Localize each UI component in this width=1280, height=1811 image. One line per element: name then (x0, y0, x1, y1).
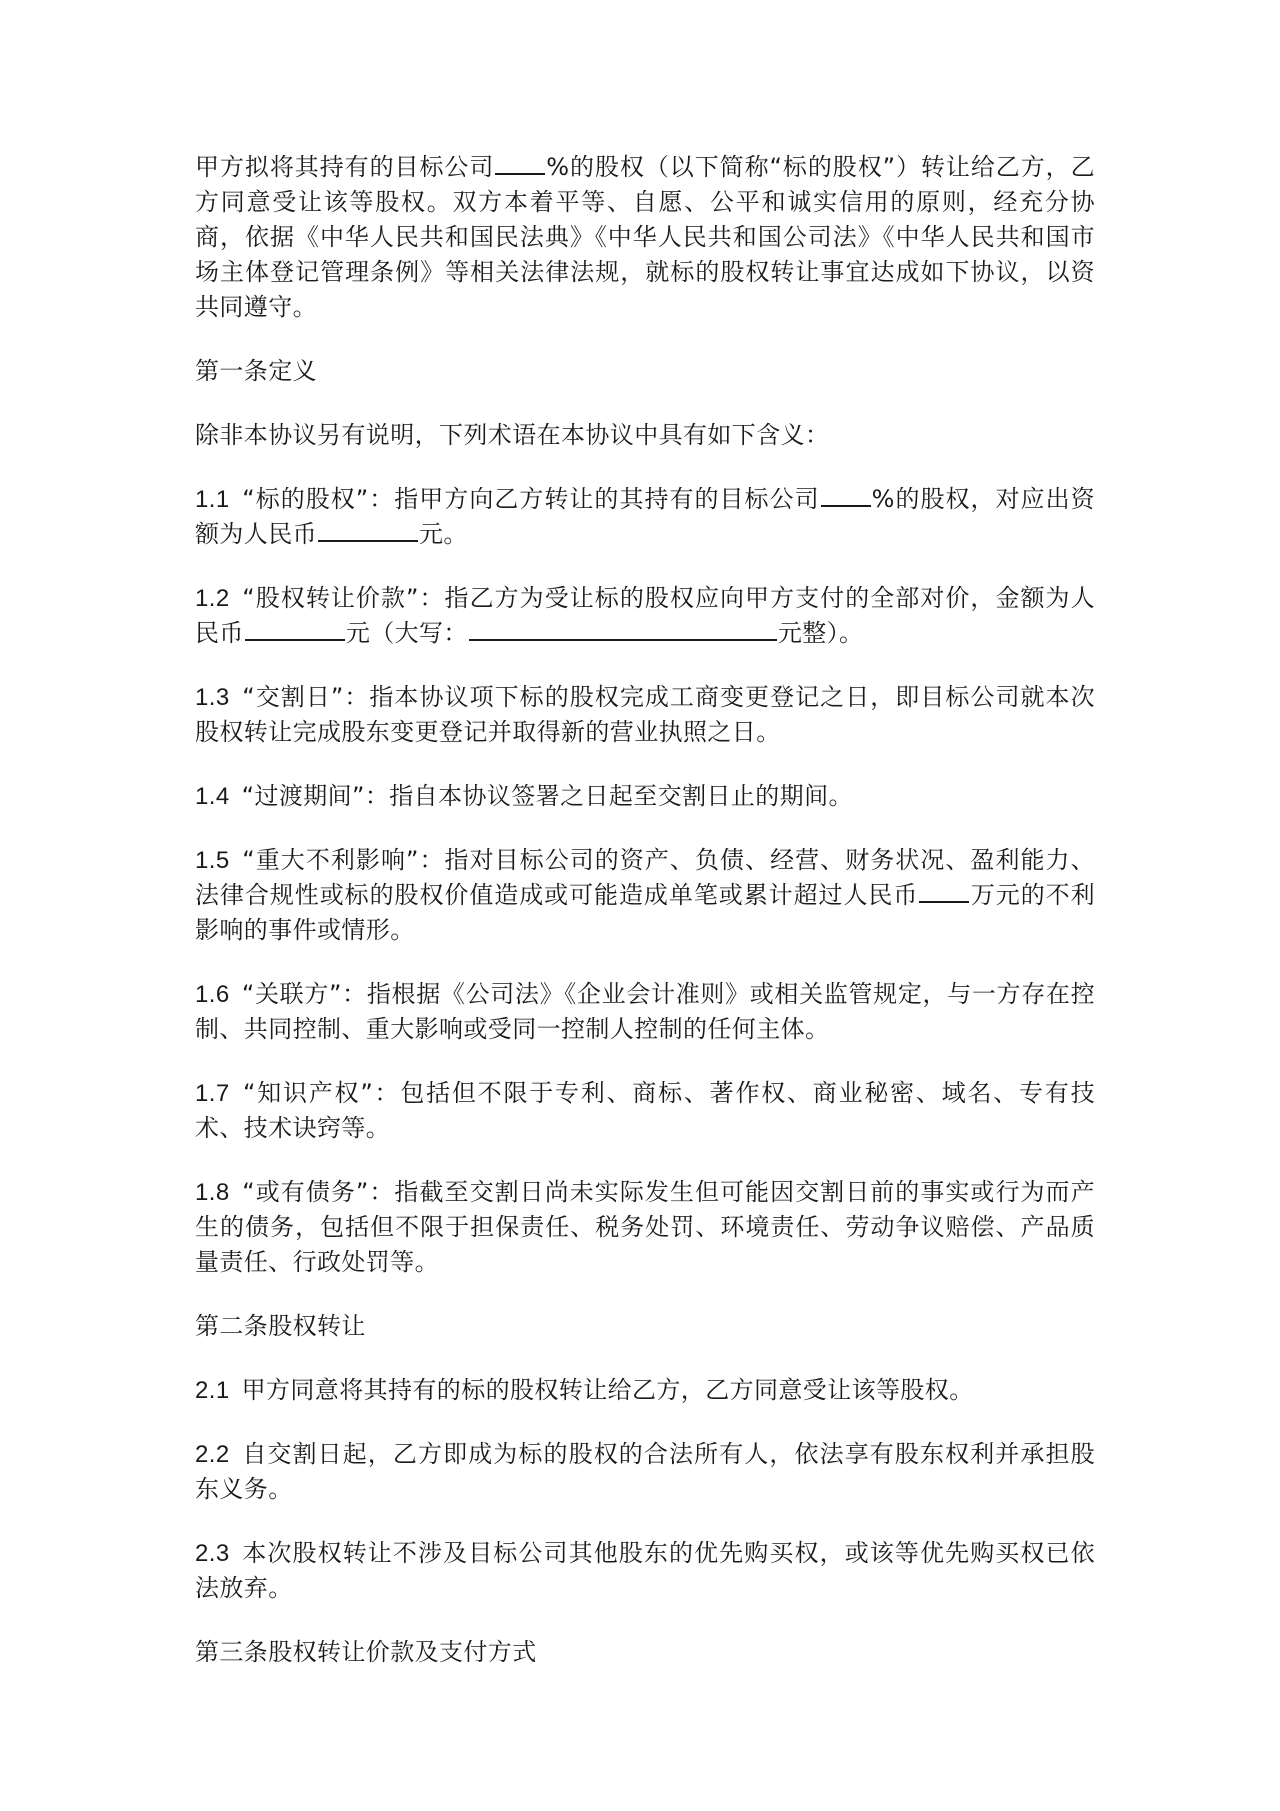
blank-equity-percent (495, 151, 545, 175)
intro-text-1: 甲方拟将其持有的目标公司 (195, 153, 495, 181)
clause-text: 甲方同意将其持有的标的股权转让给乙方，乙方同意受让该等股权。 (241, 1376, 974, 1404)
clause-number: 2.2 (195, 1441, 230, 1468)
intro-paragraph (195, 150, 1095, 325)
clause-number: 2.3 (195, 1540, 230, 1567)
clause-text: 元整）。 (777, 619, 864, 647)
clause-number: 1.7 (195, 1080, 230, 1107)
clause-2-1 (195, 1373, 1095, 1408)
blank-amount (318, 518, 418, 542)
blank-amount (245, 617, 345, 641)
clause-number: 2.1 (195, 1377, 230, 1404)
article-1-lead: 除非本协议另有说明，下列术语在本协议中具有如下含义： (195, 421, 830, 449)
clause-text: “重大不利影响”：指对目标公司的资产、负债、经营、财务状况、盈利能力、法律合规性或标的股权价值造成或可能造成单笔或累计超过人民币 (195, 846, 1096, 909)
article-3-heading: 第三条股权转让价款及支付方式 (195, 1638, 537, 1666)
clause-text: 自交割日起，乙方即成为标的股权的合法所有人，依法享有股东权利并承担股东义务。 (195, 1440, 1095, 1503)
clause-1-2 (195, 581, 1095, 651)
clause-text: “或有债务”：指截至交割日尚未实际发生但可能因交割日前的事实或行为而产生的债务，包括但不限于担保责任、税务处罚、环境责任、劳动争议赔偿、产品质量责任、行政处罚等。 (195, 1178, 1096, 1276)
clause-number: 1.6 (195, 981, 230, 1008)
clause-text: “过渡期间”：指自本协议签署之日起至交割日止的期间。 (241, 782, 853, 810)
clause-text: %的股权，对应出资额为人民币 (195, 485, 1096, 548)
clause-2-3 (195, 1536, 1095, 1606)
clause-text: “交割日”：指本协议项下标的股权完成工商变更登记之日，即目标公司就本次股权转让完成股东变更登记并取得新的营业执照之日。 (195, 683, 1096, 746)
clause-1-4 (195, 779, 1095, 814)
blank-amount-words (469, 617, 777, 641)
article-2-heading: 第二条股权转让 (195, 1312, 366, 1340)
clause-number: 1.1 (195, 486, 230, 513)
clause-number: 1.2 (195, 585, 230, 612)
clause-text: 万元的不利影响的事件或情形。 (195, 881, 1096, 944)
article-1-heading: 第一条定义 (195, 357, 317, 385)
clause-1-1 (195, 482, 1095, 552)
clause-1-3 (195, 680, 1095, 750)
clause-1-5 (195, 843, 1095, 948)
blank-percent (821, 483, 871, 507)
clause-number: 1.3 (195, 684, 230, 711)
clause-text: “关联方”：指根据《公司法》《企业会计准则》或相关监管规定，与一方存在控制、共同控制、重大影响或受同一控制人控制的任何主体。 (195, 980, 1095, 1043)
clause-number: 1.8 (195, 1179, 230, 1206)
clause-text: 元（大写： (345, 619, 468, 647)
clause-1-7 (195, 1076, 1095, 1146)
clause-1-6 (195, 977, 1095, 1047)
clause-2-2 (195, 1437, 1095, 1507)
clause-text: “股权转让价款”：指乙方为受让标的股权应向甲方支付的全部对价，金额为人民币 (195, 584, 1096, 647)
intro-text-2: %的股权（以下简称“标的股权”）转让给乙方，乙方同意受让该等股权。双方本着平等、自愿、公平和诚实信用的原则，经充分协商，依据《中华人民共和国民法典》《中华人民共和国公司法》《中华人民共和国市场主体登记管理条例》等相关法律法规，就标的股权转让事宜达成如下协议，以资共同遵守。 (195, 153, 1095, 321)
clause-text: “知识产权”：包括但不限于专利、商标、著作权、商业秘密、域名、专有技术、技术诀窍等。 (195, 1079, 1096, 1142)
clause-number: 1.5 (195, 847, 230, 874)
document-body (195, 150, 1095, 1699)
clause-text: 元。 (419, 520, 468, 548)
clause-text: 本次股权转让不涉及目标公司其他股东的优先购买权，或该等优先购买权已依法放弃。 (195, 1539, 1095, 1602)
clause-text: “标的股权”：指甲方向乙方转让的其持有的目标公司 (242, 485, 820, 513)
clause-number: 1.4 (195, 783, 230, 810)
blank-amount (919, 879, 969, 903)
clause-1-8 (195, 1175, 1095, 1280)
